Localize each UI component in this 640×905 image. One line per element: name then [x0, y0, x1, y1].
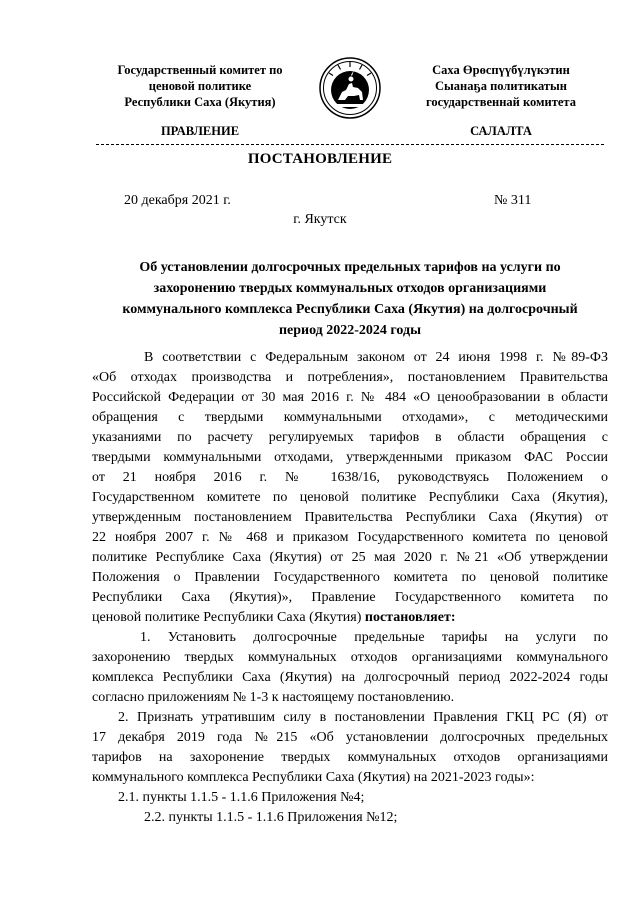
- body-line: 22 ноября 2007 г. № 468 и приказом Государственного комитета по ценовой: [92, 530, 608, 545]
- issuer-name-sakha: [392, 62, 610, 110]
- item-2-line: 2. Признать утратившим силу в постановлении Правления ГКЦ РС (Я) от: [118, 710, 608, 725]
- coat-of-arms-emblem: [318, 56, 382, 120]
- body-line: от 21 ноября 2016 г. № 1638/16, руководствуясь Положением о: [92, 470, 608, 485]
- body-line-final: [92, 608, 608, 628]
- dashed-separator: [96, 144, 604, 145]
- issuer-name-russian: [92, 62, 308, 110]
- document-body: [92, 348, 608, 828]
- document-title: [92, 257, 608, 341]
- body-line: обращения с твердыми коммунальными отходами», с методическими: [92, 410, 608, 425]
- body-line: утвержденным постановлением Правительства Республики Саха (Якутия) от: [92, 510, 608, 525]
- document-city: г. Якутск: [293, 212, 347, 227]
- title-line: захоронению твердых коммунальных отходов организациями: [153, 281, 547, 296]
- item-2-line: 17 декабря 2019 года №215 «Об установлении долгосрочных предельных: [92, 730, 608, 745]
- issuer-line: Республики Саха (Якутия): [124, 95, 276, 109]
- item-2-line: коммунального комплекса Республики Саха (Якутия) на 2021-2023 годы»:: [92, 770, 535, 785]
- department-label-russian: ПРАВЛЕНИЕ: [160, 124, 240, 138]
- body-line: политике Республике Саха (Якутия) от 25 мая 2020 г. №21 «Об утверждении: [92, 550, 608, 565]
- department-label-sakha: САЛАЛТА: [470, 124, 532, 138]
- body-line: указаниями по расчету регулируемых тарифов в области обращения с: [92, 430, 608, 445]
- resolves-keyword: постановляет:: [364, 610, 456, 625]
- issuer-line: Государственный комитет по: [117, 63, 283, 77]
- body-line: В соответствии с Федеральным законом от 24 июня 1998 г. №89-ФЗ: [144, 350, 608, 365]
- item-1-line: 1. Установить долгосрочные предельные тарифы на услуги по: [140, 630, 608, 645]
- issuer-line: Сыанаҕа политикатын: [435, 79, 567, 93]
- title-line: коммунального комплекса Республики Саха (Якутия) на долгосрочный: [122, 302, 578, 317]
- body-line: твердыми коммунальными отходами, утвержденными приказом ФАС России: [92, 450, 608, 465]
- body-line-text: ценовой политике Республики Саха (Якутия): [92, 610, 362, 625]
- body-line: Государственном комитете по ценовой политике Республики Саха (Якутия),: [92, 490, 608, 505]
- item-1-line: согласно приложениям № 1-3 к настоящему постановлению.: [92, 690, 455, 705]
- issuer-line: Саха Өрөспүүбүлүкэтин: [432, 63, 570, 77]
- document-date: 20 декабря 2021 г.: [124, 193, 231, 208]
- title-line: Об установлении долгосрочных предельных тарифов на услуги по: [139, 260, 561, 275]
- body-line: «Об отходах производства и потребления», постановлением Правительства: [92, 370, 608, 385]
- document-number: № 311: [494, 193, 532, 208]
- title-line: период 2022-2024 годы: [278, 323, 422, 338]
- item-2-line: тарифов на захоронение твердых коммунальных отходов организациями: [92, 750, 608, 765]
- body-line: Положения о Правлении Государственного комитета по ценовой политике: [92, 570, 608, 585]
- issuer-line: ценовой политике: [148, 79, 252, 93]
- item-1-line: захоронению твердых коммунальных отходов организациями коммунального: [92, 650, 608, 665]
- document-type-heading: ПОСТАНОВЛЕНИЕ: [247, 151, 393, 167]
- body-line: Российской Федерации от 30 мая 2016 г. № 484 «О ценообразовании в области: [92, 390, 608, 405]
- issuer-line: государственнай комитета: [426, 95, 576, 109]
- item-1-line: комплекса Республики Саха (Якутия) на долгосрочный период 2022-2024 годы: [92, 670, 608, 685]
- body-line: Республики Саха (Якутия)», Правление Государственного комитета по: [92, 590, 608, 605]
- item-2-2: 2.2. пункты 1.1.5 - 1.1.6 Приложения №12;: [144, 810, 398, 825]
- item-2-1: 2.1. пункты 1.1.5 - 1.1.6 Приложения №4;: [118, 790, 365, 805]
